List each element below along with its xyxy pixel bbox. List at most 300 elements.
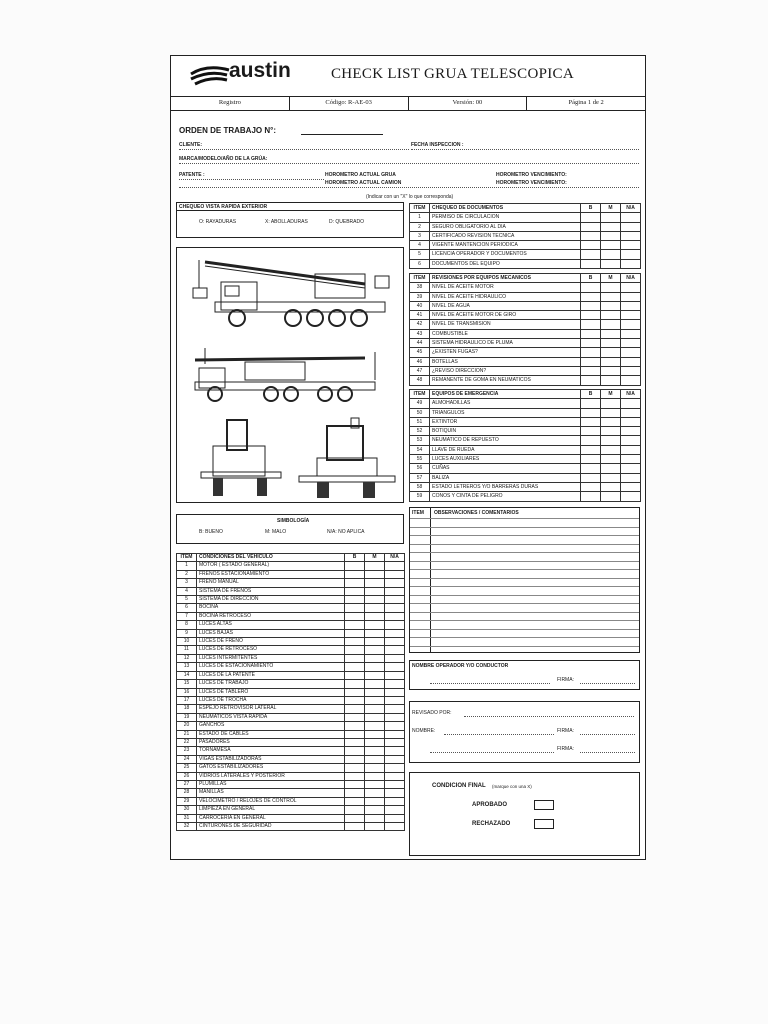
operador-box xyxy=(409,660,640,690)
check-cell-na[interactable] xyxy=(385,722,405,730)
cliente-label: CLIENTE: xyxy=(179,142,203,148)
check-cell-na[interactable] xyxy=(621,250,641,259)
check-cell-m[interactable] xyxy=(601,436,621,445)
item-label: ¿EXISTEN FUGAS? xyxy=(430,348,581,357)
rechazado-checkbox[interactable] xyxy=(534,819,554,829)
check-cell-na[interactable] xyxy=(621,473,641,482)
check-cell-na[interactable] xyxy=(385,654,405,662)
item-label: VIGAS ESTABILIZADORAS xyxy=(197,755,345,763)
item-number: 45 xyxy=(410,348,430,357)
check-cell-b[interactable] xyxy=(581,436,601,445)
check-cell-na[interactable] xyxy=(385,705,405,713)
check-cell-na[interactable] xyxy=(621,376,641,385)
check-cell-b[interactable] xyxy=(581,492,601,501)
observaciones-line xyxy=(410,544,639,545)
check-cell-b[interactable] xyxy=(345,638,365,646)
item-number: 40 xyxy=(410,301,430,310)
check-cell-b[interactable] xyxy=(581,482,601,491)
check-cell-m[interactable] xyxy=(601,292,621,301)
aprobado-checkbox[interactable] xyxy=(534,800,554,810)
check-cell-b[interactable] xyxy=(345,797,365,805)
check-cell-na[interactable] xyxy=(385,638,405,646)
check-cell-na[interactable] xyxy=(621,283,641,292)
check-cell-m[interactable] xyxy=(601,408,621,417)
item-label: LUCES BAJAS xyxy=(197,629,345,637)
check-cell-b[interactable] xyxy=(581,329,601,338)
documentos-header-cell: M xyxy=(601,204,621,213)
check-cell-na[interactable] xyxy=(385,772,405,780)
check-cell-na[interactable] xyxy=(385,797,405,805)
codigo-cell: Código: R-AE-03 xyxy=(290,96,409,110)
check-cell-m[interactable] xyxy=(601,366,621,375)
table-row xyxy=(410,348,641,357)
check-cell-na[interactable] xyxy=(621,445,641,454)
check-cell-m[interactable] xyxy=(365,680,385,688)
check-cell-na[interactable] xyxy=(621,366,641,375)
aprobado-label: APROBADO xyxy=(472,802,508,808)
table-row xyxy=(177,688,405,696)
check-cell-na[interactable] xyxy=(621,348,641,357)
check-cell-m[interactable] xyxy=(601,417,621,426)
item-label: FRENOS ESTACIONAMIENTO xyxy=(197,570,345,578)
check-cell-b[interactable] xyxy=(581,417,601,426)
check-cell-na[interactable] xyxy=(385,764,405,772)
item-label: BOTELLAS xyxy=(430,357,581,366)
check-cell-b[interactable] xyxy=(345,806,365,814)
check-cell-b[interactable] xyxy=(345,629,365,637)
check-cell-b[interactable] xyxy=(345,747,365,755)
check-cell-b[interactable] xyxy=(345,688,365,696)
check-cell-na[interactable] xyxy=(385,730,405,738)
item-number: 28 xyxy=(177,789,197,797)
check-cell-m[interactable] xyxy=(601,473,621,482)
check-cell-na[interactable] xyxy=(621,311,641,320)
item-number: 47 xyxy=(410,366,430,375)
item-number: 49 xyxy=(410,399,430,408)
check-cell-m[interactable] xyxy=(365,562,385,570)
check-cell-m[interactable] xyxy=(365,722,385,730)
check-cell-b[interactable] xyxy=(345,789,365,797)
check-cell-na[interactable] xyxy=(621,427,641,436)
check-cell-m[interactable] xyxy=(601,348,621,357)
check-cell-na[interactable] xyxy=(621,292,641,301)
check-cell-m[interactable] xyxy=(601,231,621,240)
item-label: ¿REVISO DIRECCION? xyxy=(430,366,581,375)
documentos-header-cell: B xyxy=(581,204,601,213)
observaciones-line xyxy=(410,569,639,570)
version-cell: Versión: 00 xyxy=(409,96,528,110)
fecha-input[interactable] xyxy=(411,149,639,150)
table-row xyxy=(410,241,641,250)
check-cell-b[interactable] xyxy=(581,283,601,292)
item-label: SISTEMA DE FRENOS xyxy=(197,587,345,595)
check-cell-b[interactable] xyxy=(581,311,601,320)
check-cell-na[interactable] xyxy=(385,747,405,755)
horo-venc2-label: HOROMETRO VENCIMIENTO: xyxy=(496,180,567,186)
item-number: 4 xyxy=(177,587,197,595)
check-cell-b[interactable] xyxy=(581,250,601,259)
check-cell-m[interactable] xyxy=(365,764,385,772)
check-cell-na[interactable] xyxy=(385,562,405,570)
observaciones-line xyxy=(410,561,639,562)
table-row xyxy=(177,705,405,713)
check-cell-b[interactable] xyxy=(581,320,601,329)
revisado-nombre-input[interactable] xyxy=(444,734,554,735)
check-cell-b[interactable] xyxy=(345,738,365,746)
truck-drawings-box xyxy=(176,247,404,503)
check-cell-na[interactable] xyxy=(621,357,641,366)
check-cell-m[interactable] xyxy=(601,283,621,292)
observaciones-line xyxy=(410,637,639,638)
check-cell-b[interactable] xyxy=(345,646,365,654)
check-cell-b[interactable] xyxy=(581,455,601,464)
item-number: 46 xyxy=(410,357,430,366)
check-cell-na[interactable] xyxy=(621,222,641,231)
check-cell-b[interactable] xyxy=(345,680,365,688)
check-cell-m[interactable] xyxy=(365,570,385,578)
check-cell-b[interactable] xyxy=(581,222,601,231)
item-label: ESPEJO RETROVISOR LATERAL xyxy=(197,705,345,713)
emergencia-header-cell: M xyxy=(601,390,621,399)
check-cell-b[interactable] xyxy=(345,764,365,772)
check-cell-na[interactable] xyxy=(621,455,641,464)
item-label: NIVEL DE AGUA xyxy=(430,301,581,310)
check-cell-m[interactable] xyxy=(365,696,385,704)
item-label: MANILLAS xyxy=(197,789,345,797)
vehiculo-header-cell: N/A xyxy=(385,554,405,562)
check-cell-b[interactable] xyxy=(581,259,601,268)
item-label: LUCES AUXILIARES xyxy=(430,455,581,464)
check-cell-m[interactable] xyxy=(365,823,385,831)
check-cell-m[interactable] xyxy=(365,688,385,696)
check-cell-na[interactable] xyxy=(385,688,405,696)
check-cell-na[interactable] xyxy=(621,436,641,445)
check-cell-m[interactable] xyxy=(601,320,621,329)
check-cell-na[interactable] xyxy=(621,339,641,348)
check-cell-b[interactable] xyxy=(581,427,601,436)
check-cell-na[interactable] xyxy=(385,570,405,578)
check-cell-b[interactable] xyxy=(581,408,601,417)
revisado-firma1-label: FIRMA: xyxy=(557,728,574,734)
item-label: LUCES DE ESTACIONAMIENTO xyxy=(197,663,345,671)
revisado-por-input[interactable] xyxy=(464,716,634,717)
check-cell-b[interactable] xyxy=(581,339,601,348)
operador-name-input[interactable] xyxy=(430,683,550,684)
check-cell-na[interactable] xyxy=(385,587,405,595)
check-cell-m[interactable] xyxy=(365,806,385,814)
check-cell-m[interactable] xyxy=(365,654,385,662)
mecanicos-header-cell: M xyxy=(601,274,621,283)
item-number: 53 xyxy=(410,436,430,445)
check-cell-b[interactable] xyxy=(345,696,365,704)
observaciones-box[interactable] xyxy=(409,507,640,653)
item-number: 16 xyxy=(177,688,197,696)
item-number: 55 xyxy=(410,455,430,464)
check-cell-b[interactable] xyxy=(345,730,365,738)
check-cell-b[interactable] xyxy=(345,579,365,587)
table-row xyxy=(177,755,405,763)
check-cell-b[interactable] xyxy=(345,570,365,578)
cliente-input[interactable] xyxy=(179,149,409,150)
check-cell-m[interactable] xyxy=(601,250,621,259)
check-cell-b[interactable] xyxy=(581,464,601,473)
crane-front-view-icon xyxy=(197,416,287,500)
revisado-firma2-input[interactable] xyxy=(580,752,635,753)
check-cell-m[interactable] xyxy=(365,713,385,721)
check-cell-m[interactable] xyxy=(365,596,385,604)
check-cell-b[interactable] xyxy=(581,241,601,250)
check-cell-m[interactable] xyxy=(365,587,385,595)
check-cell-na[interactable] xyxy=(621,301,641,310)
check-cell-m[interactable] xyxy=(365,755,385,763)
check-cell-b[interactable] xyxy=(581,213,601,222)
check-cell-b[interactable] xyxy=(345,814,365,822)
check-cell-m[interactable] xyxy=(601,455,621,464)
check-cell-b[interactable] xyxy=(345,755,365,763)
check-cell-na[interactable] xyxy=(385,663,405,671)
check-cell-m[interactable] xyxy=(601,339,621,348)
check-cell-na[interactable] xyxy=(621,482,641,491)
emergencia-header-row xyxy=(410,390,641,399)
table-row xyxy=(410,301,641,310)
check-cell-b[interactable] xyxy=(345,722,365,730)
item-number: 48 xyxy=(410,376,430,385)
check-cell-m[interactable] xyxy=(365,747,385,755)
check-cell-na[interactable] xyxy=(385,823,405,831)
check-cell-na[interactable] xyxy=(621,231,641,240)
check-cell-na[interactable] xyxy=(385,738,405,746)
item-number: 30 xyxy=(177,806,197,814)
mecanicos-header-cell: N/A xyxy=(621,274,641,283)
check-cell-m[interactable] xyxy=(365,638,385,646)
documentos-table xyxy=(409,203,641,269)
check-cell-b[interactable] xyxy=(581,399,601,408)
orden-input[interactable] xyxy=(301,134,383,135)
horo-venc1-label: HOROMETRO VENCIMIENTO: xyxy=(496,172,567,178)
item-label: MOTOR ( ESTADO GENERAL) xyxy=(197,562,345,570)
check-cell-b[interactable] xyxy=(345,562,365,570)
item-label: EXTINTOR xyxy=(430,417,581,426)
check-cell-na[interactable] xyxy=(385,680,405,688)
mecanicos-header-cell: ITEM xyxy=(410,274,430,283)
check-cell-b[interactable] xyxy=(345,823,365,831)
check-cell-na[interactable] xyxy=(385,596,405,604)
check-cell-m[interactable] xyxy=(365,789,385,797)
item-label: CINTURONES DE SEGURIDAD xyxy=(197,823,345,831)
check-cell-b[interactable] xyxy=(345,596,365,604)
check-cell-b[interactable] xyxy=(581,445,601,454)
check-cell-na[interactable] xyxy=(385,671,405,679)
emergencia-header-cell: ITEM xyxy=(410,390,430,399)
check-cell-na[interactable] xyxy=(385,755,405,763)
check-cell-b[interactable] xyxy=(345,713,365,721)
item-label: LUCES DE FRENO xyxy=(197,638,345,646)
check-cell-m[interactable] xyxy=(365,671,385,679)
check-cell-na[interactable] xyxy=(621,213,641,222)
check-cell-m[interactable] xyxy=(365,663,385,671)
item-number: 23 xyxy=(177,747,197,755)
item-number: 22 xyxy=(177,738,197,746)
check-cell-m[interactable] xyxy=(365,604,385,612)
check-cell-b[interactable] xyxy=(345,671,365,679)
table-row xyxy=(410,408,641,417)
check-cell-m[interactable] xyxy=(601,213,621,222)
check-cell-m[interactable] xyxy=(365,629,385,637)
table-row xyxy=(410,417,641,426)
check-cell-b[interactable] xyxy=(345,587,365,595)
check-cell-b[interactable] xyxy=(581,473,601,482)
revisado-firma2-label: FIRMA: xyxy=(557,746,574,752)
check-cell-m[interactable] xyxy=(601,259,621,268)
check-cell-m[interactable] xyxy=(365,772,385,780)
item-number: 20 xyxy=(177,722,197,730)
check-cell-na[interactable] xyxy=(385,806,405,814)
check-cell-na[interactable] xyxy=(385,696,405,704)
check-cell-m[interactable] xyxy=(601,222,621,231)
check-cell-na[interactable] xyxy=(621,320,641,329)
observaciones-line xyxy=(410,552,639,553)
patente-input[interactable] xyxy=(179,179,324,180)
check-cell-m[interactable] xyxy=(365,612,385,620)
check-cell-b[interactable] xyxy=(345,663,365,671)
table-row xyxy=(177,680,405,688)
check-cell-na[interactable] xyxy=(621,259,641,268)
check-cell-m[interactable] xyxy=(601,464,621,473)
horometro-line xyxy=(179,187,639,188)
check-cell-na[interactable] xyxy=(385,780,405,788)
check-cell-na[interactable] xyxy=(621,492,641,501)
item-number: 3 xyxy=(410,231,430,240)
mecanicos-header-row xyxy=(410,274,641,283)
check-cell-m[interactable] xyxy=(365,738,385,746)
check-cell-b[interactable] xyxy=(345,604,365,612)
observaciones-line xyxy=(410,586,639,587)
item-label: COMBUSTIBLE xyxy=(430,329,581,338)
check-cell-na[interactable] xyxy=(385,789,405,797)
check-cell-m[interactable] xyxy=(601,376,621,385)
check-cell-b[interactable] xyxy=(345,772,365,780)
item-label: NIVEL DE ACEITE HIDRAULICO xyxy=(430,292,581,301)
check-cell-m[interactable] xyxy=(365,814,385,822)
table-row xyxy=(177,604,405,612)
table-row xyxy=(410,292,641,301)
check-cell-m[interactable] xyxy=(601,329,621,338)
check-cell-na[interactable] xyxy=(385,621,405,629)
check-cell-b[interactable] xyxy=(581,301,601,310)
check-cell-m[interactable] xyxy=(601,492,621,501)
check-cell-b[interactable] xyxy=(345,621,365,629)
marca-label: MARCA/MODELO/AÑO DE LA GRÚA: xyxy=(179,156,268,162)
table-row xyxy=(410,231,641,240)
operador-firma-input[interactable] xyxy=(580,683,635,684)
observaciones-line xyxy=(410,629,639,630)
registro-cell: Registro xyxy=(171,96,290,110)
simbologia-box xyxy=(176,514,404,544)
item-number: 42 xyxy=(410,320,430,329)
check-cell-b[interactable] xyxy=(581,348,601,357)
check-cell-m[interactable] xyxy=(601,311,621,320)
emergencia-table xyxy=(409,389,641,502)
check-cell-na[interactable] xyxy=(621,329,641,338)
vehiculo-header-cell: ITEM xyxy=(177,554,197,562)
check-cell-m[interactable] xyxy=(365,780,385,788)
simbologia-na: N/A: NO APLICA xyxy=(327,529,365,535)
check-cell-b[interactable] xyxy=(581,292,601,301)
check-cell-na[interactable] xyxy=(621,417,641,426)
check-cell-na[interactable] xyxy=(385,713,405,721)
observaciones-line xyxy=(410,612,639,613)
check-cell-b[interactable] xyxy=(581,376,601,385)
check-cell-b[interactable] xyxy=(345,705,365,713)
check-cell-na[interactable] xyxy=(621,399,641,408)
check-cell-na[interactable] xyxy=(385,604,405,612)
check-cell-m[interactable] xyxy=(601,357,621,366)
item-number: 38 xyxy=(410,283,430,292)
check-cell-b[interactable] xyxy=(581,366,601,375)
check-cell-m[interactable] xyxy=(601,399,621,408)
item-number: 29 xyxy=(177,797,197,805)
check-cell-na[interactable] xyxy=(385,814,405,822)
item-label: TORNAMESA xyxy=(197,747,345,755)
table-row xyxy=(177,780,405,788)
check-cell-m[interactable] xyxy=(601,301,621,310)
check-cell-m[interactable] xyxy=(365,646,385,654)
check-cell-m[interactable] xyxy=(601,427,621,436)
check-cell-m[interactable] xyxy=(365,579,385,587)
vehiculo-header-cell: M xyxy=(365,554,385,562)
item-label: LICENCIA OPERADOR Y DOCUMENTOS xyxy=(430,250,581,259)
table-row xyxy=(177,738,405,746)
table-row xyxy=(410,427,641,436)
item-number: 1 xyxy=(410,213,430,222)
check-cell-na[interactable] xyxy=(621,408,641,417)
item-label: LIMPIEZA EN GENERAL xyxy=(197,806,345,814)
exterior-legend-box xyxy=(176,202,404,238)
check-cell-na[interactable] xyxy=(621,464,641,473)
check-cell-m[interactable] xyxy=(601,482,621,491)
fecha-label: FECHA INSPECCION : xyxy=(411,142,464,148)
check-cell-na[interactable] xyxy=(621,241,641,250)
item-label: PLUMILLAS xyxy=(197,780,345,788)
check-cell-b[interactable] xyxy=(345,780,365,788)
item-label: CARROCERIA EN GENERAL xyxy=(197,814,345,822)
check-cell-b[interactable] xyxy=(345,612,365,620)
check-cell-m[interactable] xyxy=(365,730,385,738)
check-cell-b[interactable] xyxy=(581,357,601,366)
marca-input[interactable] xyxy=(179,163,639,164)
revisado-nombre2-input[interactable] xyxy=(430,752,554,753)
item-number: 2 xyxy=(410,222,430,231)
item-number: 12 xyxy=(177,654,197,662)
crane-side-view-icon xyxy=(185,252,395,332)
table-row xyxy=(177,579,405,587)
check-cell-m[interactable] xyxy=(601,241,621,250)
check-cell-m[interactable] xyxy=(601,445,621,454)
check-cell-m[interactable] xyxy=(365,621,385,629)
check-cell-b[interactable] xyxy=(581,231,601,240)
revisado-firma1-input[interactable] xyxy=(580,734,635,735)
check-cell-m[interactable] xyxy=(365,797,385,805)
check-cell-na[interactable] xyxy=(385,612,405,620)
check-cell-na[interactable] xyxy=(385,579,405,587)
item-number: 13 xyxy=(177,663,197,671)
table-row xyxy=(410,473,641,482)
check-cell-m[interactable] xyxy=(365,705,385,713)
check-cell-b[interactable] xyxy=(345,654,365,662)
item-label: VIDRIOS LATERALES Y POSTERIOR xyxy=(197,772,345,780)
check-cell-na[interactable] xyxy=(385,646,405,654)
check-cell-na[interactable] xyxy=(385,629,405,637)
